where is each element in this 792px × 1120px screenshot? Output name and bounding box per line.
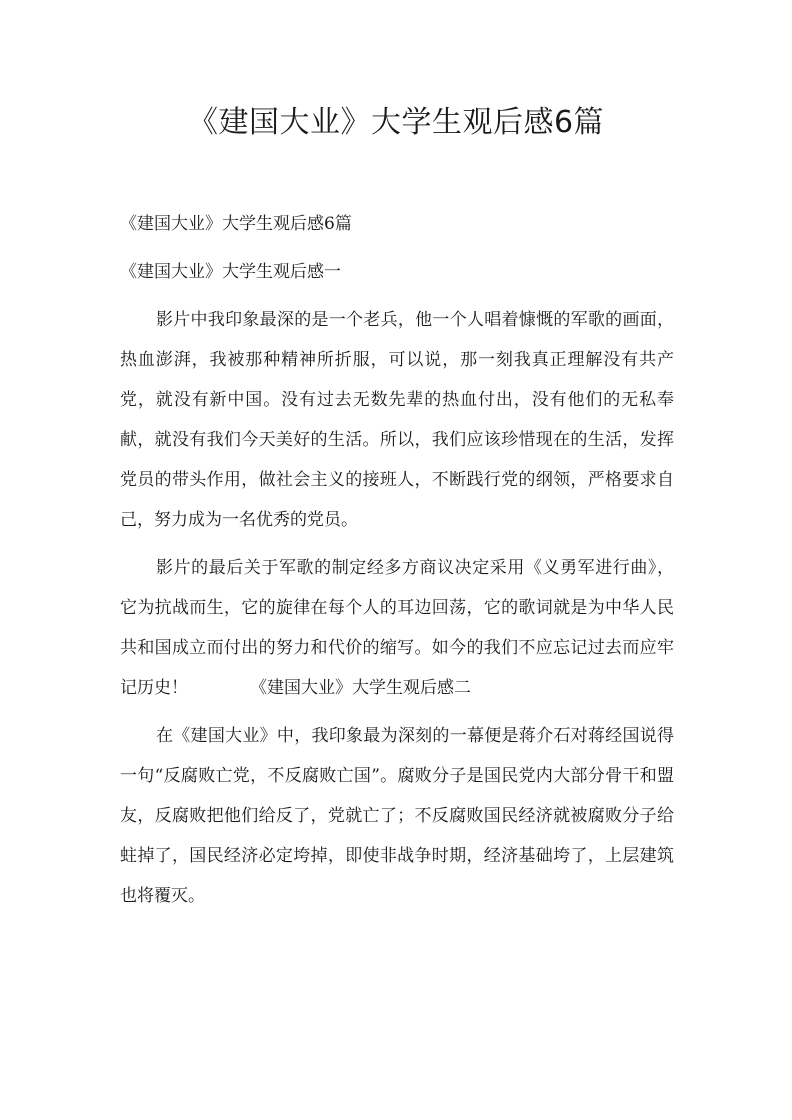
document-subtitle: 《建国大业》大学生观后感6篇 <box>120 214 352 234</box>
paragraph-3: 在《建国大业》中，我印象最为深刻的一幕便是蒋介石对蒋经国说得一句“反腐败亡党，不反腐败亡国”。腐败分子是国民党内大部分骨干和盟友，反腐败把他们给反了，党就亡了；不反腐败国民经济就被腐败分子给蛀掉了，国民经济必定垮掉，即使非战争时期，经济基础垮了，上层建筑也将覆灭。 <box>120 726 674 906</box>
document-title: 《建国大业》大学生观后感6篇 <box>187 105 605 140</box>
section-heading-one: 《建国大业》大学生观后感一 <box>120 262 341 282</box>
paragraph-2 <box>120 548 674 708</box>
paragraph-2-text: 影片的最后关于军歌的制定经多方商议决定采用《义勇军进行曲》，它为抗战而生，它的旋律在每个人的耳边回荡，它的歌词就是为中华人民共和国成立而付出的努力和代价的缩写。如今的我们不应忘记过去而应牢记历史！ <box>120 558 674 698</box>
document-body <box>120 204 674 924</box>
section-heading-two: 《建国大业》大学生观后感二 <box>250 678 471 698</box>
paragraph-1: 影片中我印象最深的是一个老兵，他一个人唱着慷慨的军歌的画面，热血澎湃，我被那种精神所折服，可以说，那一刻我真正理解没有共产党，就没有新中国。没有过去无数先辈的热血付出，没有他们的无私奉献，就没有我们今天美好的生活。所以，我们应该珍惜现在的生活，发挥党员的带头作用，做社会主义的接班人，不断践行党的纲领，严格要求自己，努力成为一名优秀的党员。 <box>120 310 674 530</box>
